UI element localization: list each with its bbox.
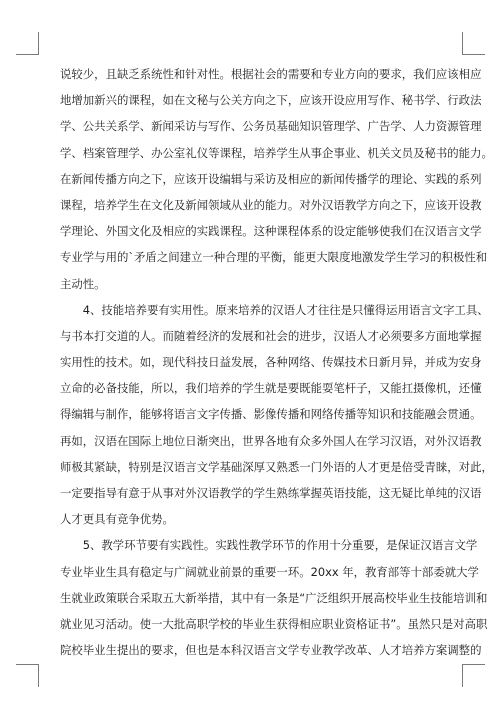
text-line: 实用性的技术。如，现代科技日益发展，各种网络、传媒技术日新月异，并成为安身 xyxy=(60,355,482,370)
text-line: 得编辑与制作，能够将语言文字传播、影像传播和网络传播等知识和技能融会贯通。 xyxy=(60,407,482,422)
crop-mark-bottom-left xyxy=(16,664,39,687)
text-line: 师极其紧缺，特别是汉语言文学基础深厚又熟悉一门外语的人才更是倍受青睐，对此， xyxy=(60,459,493,474)
text-line: 课程，培养学生在文化及新闻领域从业的能力。对外汉语教学方向之下，应该开设教 xyxy=(60,197,482,212)
crop-mark-top-right xyxy=(462,32,485,55)
text-line: 地增加新兴的课程，如在文秘与公关方向之下，应该开设应用写作、秘书学、行政法 xyxy=(60,93,482,108)
text-line: 学理论、外国文化及相应的实践课程。这种课程体系的设定能够使我们在汉语言文学 xyxy=(60,224,482,239)
text-line: 就业见习活动。使一大批高职学校的毕业生获得相应职业资格证书”。虽然只是对高职 xyxy=(60,616,488,631)
text-line: 在新闻传播方向之下，应该开设编辑与采访及相应的新闻传播学的理论、实践的系列 xyxy=(60,171,482,186)
text-line: 一定要指导有意于从事对外汉语教学的学生熟练掌握英语技能，这无疑比单纯的汉语 xyxy=(60,486,482,500)
crop-mark-bottom-right xyxy=(462,664,485,687)
text-line: 专业学与用的`矛盾之间建立一种合理的平衡，能更大限度地激发学生学习的积极性和 xyxy=(60,250,488,265)
text-line: 立命的必备技能，所以，我们培养的学生就是要既能耍笔杆子，又能扛摄像机，还懂 xyxy=(60,381,482,396)
text-line: 院校毕业生提出的要求，但也是本科汉语言文学专业教学改革、人才培养方案调整的 xyxy=(60,643,482,658)
crop-mark-top-left xyxy=(16,32,39,55)
text-line: 再如，汉语在国际上地位日渐突出，世界各地有众多外国人在学习汉语，对外汉语教 xyxy=(60,433,482,448)
text-line: 学、档案管理学、办公室礼仪等课程，培养学生从事企事业、机关文员及秘书的能力。 xyxy=(60,145,493,160)
text-line: 生就业政策联合采取五大新举措，其中有一条是“广泛组织开展高校毕业生技能培训和 xyxy=(60,590,488,605)
text-line: 5、教学环节要有实践性。实践性教学环节的作用十分重要，是保证汉语言文学 xyxy=(60,538,478,553)
body-text xyxy=(60,61,493,663)
text-line: 专业毕业生具有稳定与广阔就业前景的重要一环。20xx 年，教育部等十部委就大学 xyxy=(60,564,479,579)
text-line: 4、技能培养要有实用性。原来培养的汉语人才往往是只懂得运用语言文字工具、 xyxy=(60,302,489,317)
text-line: 主动性。 xyxy=(60,276,106,291)
text-line: 学、公共关系学、新闻采访与写作、公务员基础知识管理学、广告学、人力资源管理 xyxy=(60,119,482,134)
text-line: 说较少，且缺乏系统性和针对性。根据社会的需要和专业方向的要求，我们应该相应 xyxy=(60,67,482,81)
text-line: 与书本打交道的人。而随着经济的发展和社会的进步，汉语人才必须要多方面地掌握 xyxy=(60,328,482,343)
text-line: 人才更具有竞争优势。 xyxy=(60,512,174,527)
